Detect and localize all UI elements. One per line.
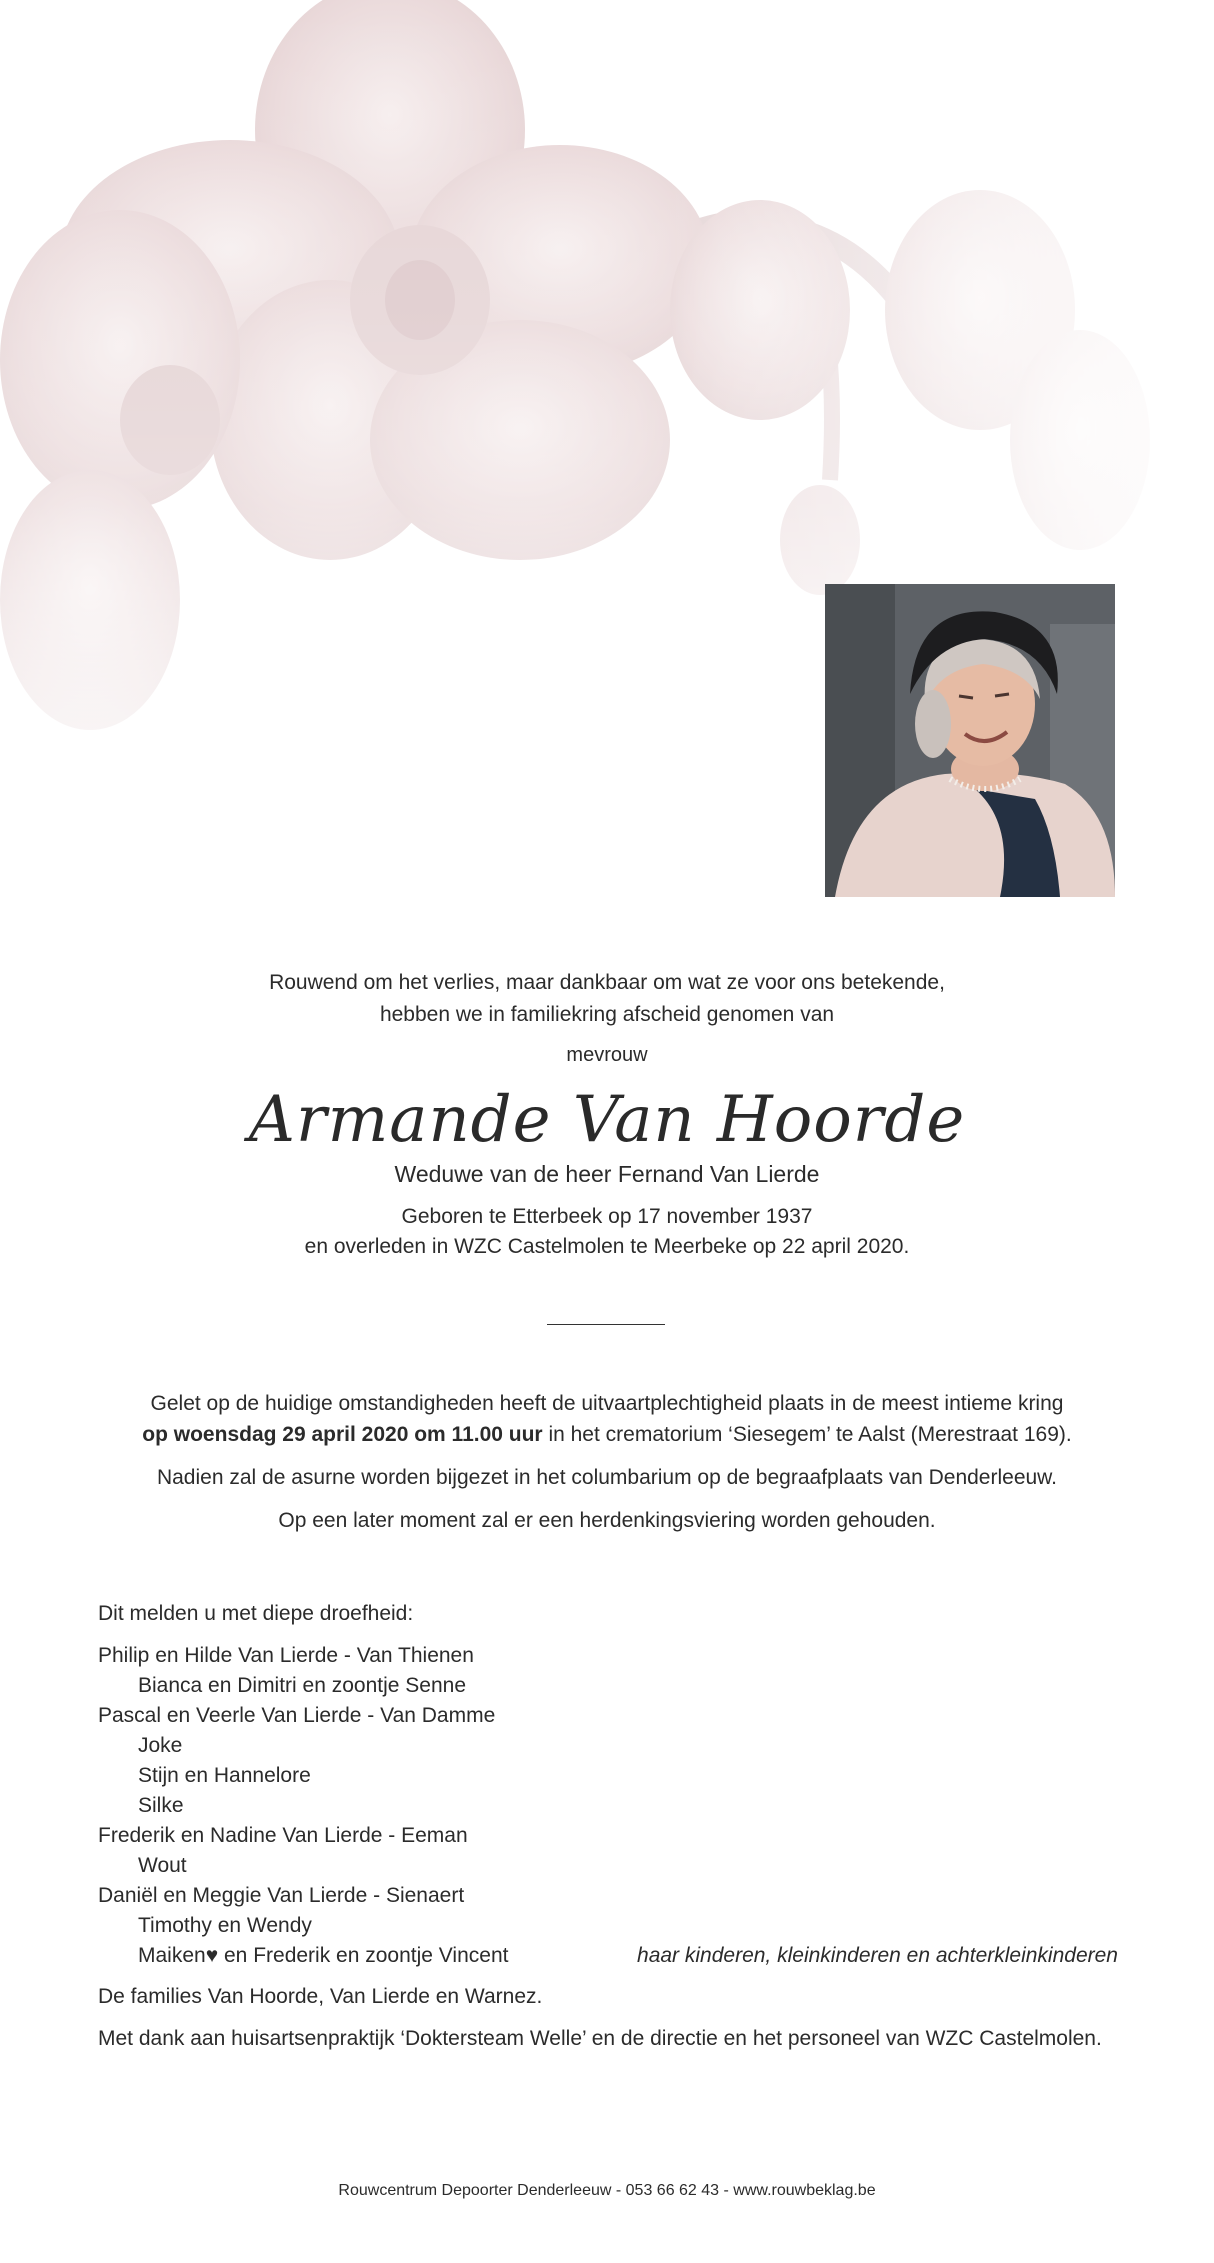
family-member-name: Daniël en Meggie Van Lierde - Sienaert	[98, 1884, 465, 1907]
ceremony-line-3: Nadien zal de asurne worden bijgezet in het columbarium op de begraafplaats van Denderleeuw.	[156, 1466, 1058, 1489]
ceremony-info	[0, 1388, 1214, 1536]
life-dates	[0, 1202, 1214, 1262]
portrait-illustration	[825, 584, 1115, 897]
death-line: en overleden in WZC Castelmolen te Meerbeke op 22 april 2020.	[304, 1235, 910, 1258]
ceremony-line-2	[0, 1419, 1214, 1450]
intro-line-1: Rouwend om het verlies, maar dankbaar om wat ze voor ons betekende,	[269, 971, 945, 994]
family-member-name: Timothy en Wendy	[138, 1914, 312, 1937]
intro-line-2: hebben we in familiekring afscheid genomen van	[379, 1003, 835, 1026]
family-member	[98, 1731, 1118, 1761]
families-line: De families Van Hoorde, Van Lierde en Warnez.	[98, 1985, 543, 2008]
family-member	[98, 1761, 1118, 1791]
family-member-name: Pascal en Veerle Van Lierde - Van Damme	[98, 1704, 496, 1727]
family-member-name: Stijn en Hannelore	[138, 1764, 311, 1787]
widow-of: Weduwe van de heer Fernand Van Lierde	[394, 1161, 820, 1187]
deceased-name: Armande Van Hoorde	[248, 1083, 966, 1157]
family-member-name: Philip en Hilde Van Lierde - Van Thienen	[98, 1644, 474, 1667]
birth-line: Geboren te Etterbeek op 17 november 1937	[401, 1205, 813, 1228]
family-member	[98, 1851, 1118, 1881]
family-member	[98, 1821, 1118, 1851]
family-member	[98, 1941, 1118, 1971]
honorific: mevrouw	[566, 1044, 648, 1066]
family-member-name: Wout	[138, 1854, 187, 1877]
family-member	[98, 1791, 1118, 1821]
family-member-name: Joke	[138, 1734, 183, 1757]
family-member	[98, 1881, 1118, 1911]
footer-contact: Rouwcentrum Depoorter Denderleeuw - 053 66 62 43 - www.rouwbeklag.be	[338, 2182, 876, 2199]
family-member	[98, 1701, 1118, 1731]
family-member-name: Frederik en Nadine Van Lierde - Eeman	[98, 1824, 468, 1847]
ceremony-line-1: Gelet op de huidige omstandigheden heeft de uitvaartplechtigheid plaats in de meest intieme kring	[150, 1392, 1064, 1415]
family-member	[98, 1641, 1118, 1671]
thanks-line: Met dank aan huisartsenpraktijk ‘Doktersteam Welle’ en de directie en het personeel van WZC Castelmolen.	[98, 2027, 1102, 2050]
ceremony-location: in het crematorium ‘Siesegem’ te Aalst (Merestraat 169).	[542, 1423, 1072, 1446]
announce-text: Dit melden u met diepe droefheid:	[98, 1602, 414, 1625]
intro-text	[0, 967, 1214, 1031]
family-member	[98, 1671, 1118, 1701]
family-relation-note: haar kinderen, kleinkinderen en achterkleinkinderen	[637, 1944, 1118, 1967]
family-member-name: Silke	[138, 1794, 184, 1817]
family-member	[98, 1911, 1118, 1941]
portrait-photo	[825, 584, 1115, 897]
family-member-name: Bianca en Dimitri en zoontje Senne	[138, 1674, 467, 1697]
family-list	[98, 1641, 1118, 1971]
family-member-name: Maiken♥ en Frederik en zoontje Vincent	[138, 1944, 509, 1967]
ceremony-line-4: Op een later moment zal er een herdenkingsviering worden gehouden.	[278, 1509, 936, 1532]
ceremony-date: op woensdag 29 april 2020 om 11.00 uur	[142, 1423, 543, 1446]
divider-line	[547, 1324, 665, 1325]
